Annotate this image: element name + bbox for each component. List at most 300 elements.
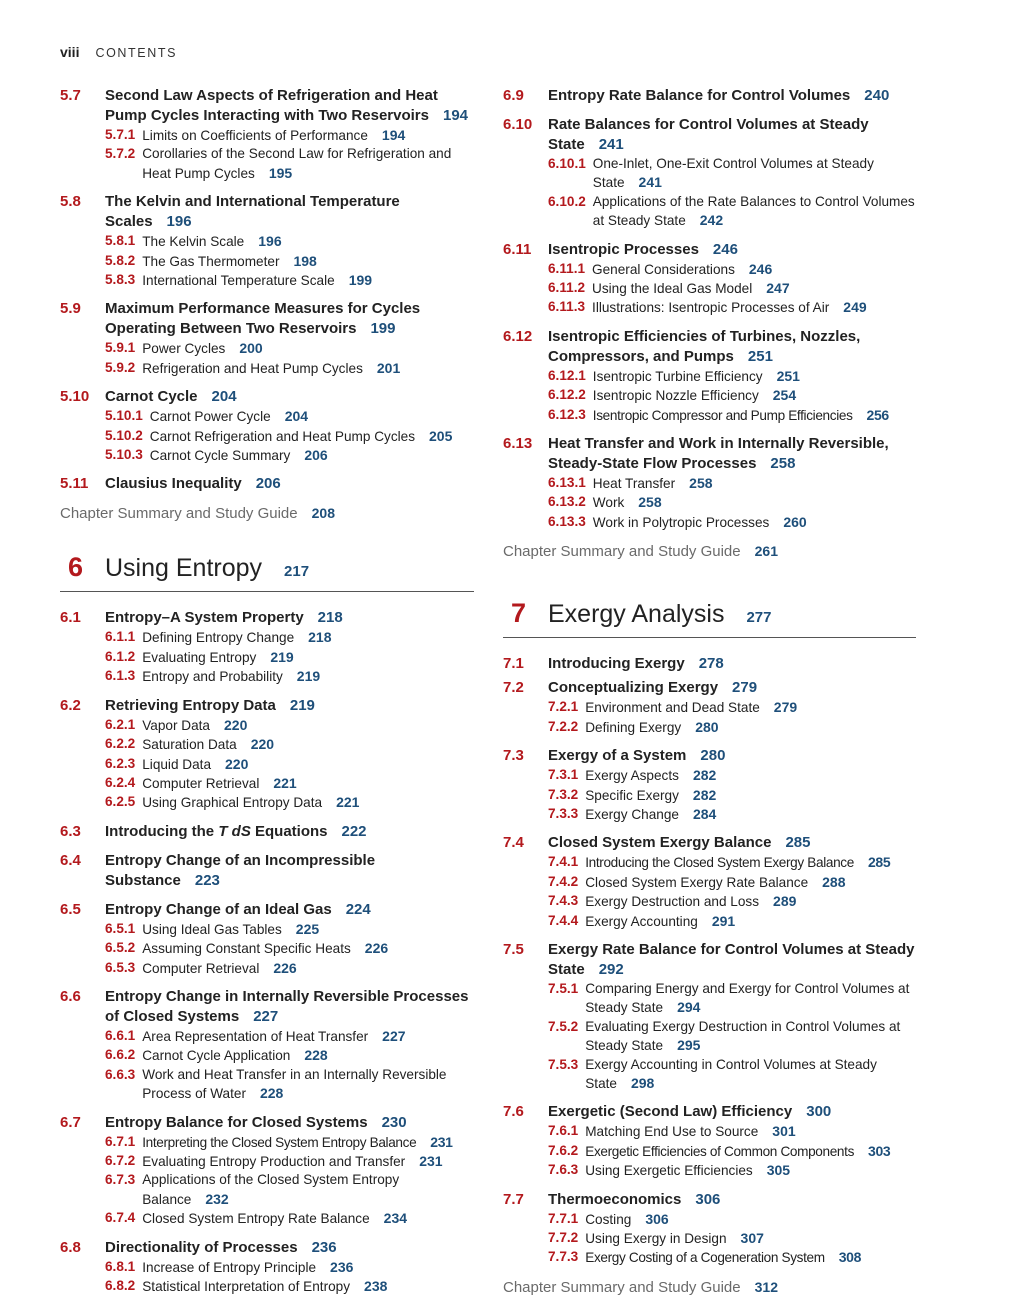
page-number: 232 — [205, 1190, 229, 1207]
page-number: 199 — [348, 272, 373, 289]
toc-subsection[interactable] — [548, 1018, 916, 1056]
page-number: 312 — [754, 1278, 778, 1295]
subsection-number: 6.2.1 — [105, 716, 136, 732]
summary-title: Chapter Summary and Study Guide — [503, 1278, 741, 1296]
toc-section[interactable] — [503, 327, 916, 367]
subsection-title: Liquid Data — [142, 756, 212, 772]
page-number: 282 — [692, 786, 717, 803]
toc-column-left — [60, 86, 474, 1296]
subsection-title: Power Cycles — [142, 341, 226, 357]
chapter-title: Using Entropy — [105, 554, 263, 583]
toc-section[interactable] — [503, 940, 916, 980]
page-number: 246 — [712, 240, 738, 258]
subsection-number: 5.8.3 — [105, 272, 136, 288]
section-title-part: Introducing the — [105, 822, 219, 840]
toc-section[interactable] — [503, 86, 916, 106]
subsection-title: Exergetic Efficiencies of Common Components — [585, 1143, 855, 1159]
section-number: 7.3 — [503, 747, 524, 765]
toc-section[interactable] — [503, 678, 916, 698]
subsection-number: 6.2.2 — [105, 736, 136, 752]
subsection-title: One-Inlet, One-Exit Control Volumes at Steady State — [592, 156, 874, 191]
toc-subsection[interactable] — [105, 145, 474, 183]
subsection-title: Evaluating Entropy Production and Transfer — [142, 1153, 406, 1169]
toc-subsection[interactable] — [548, 298, 916, 317]
subsection-number: 6.8.2 — [105, 1278, 136, 1293]
subsection-title: Evaluating Exergy Destruction in Control Volumes at Steady State — [585, 1018, 901, 1054]
page-number: 222 — [341, 822, 367, 840]
page-number: 220 — [225, 755, 249, 772]
subsection-title: Computer Retrieval — [142, 775, 260, 791]
page-number: 251 — [776, 367, 800, 384]
subsection-title: Matching End Use to Source — [585, 1124, 759, 1140]
page-number: 204 — [211, 388, 237, 406]
subsection-title: Interpreting the Closed System Entropy Balance — [142, 1134, 417, 1150]
subsection-number: 5.8.1 — [105, 233, 136, 249]
subsection-title: Refrigeration and Heat Pump Cycles — [142, 360, 363, 376]
page-number: 225 — [295, 920, 320, 937]
section-number: 5.7 — [60, 87, 81, 104]
section-title: Retrieving Entropy Data — [105, 696, 276, 714]
subsection-title: Using Exergy in Design — [585, 1231, 727, 1246]
page-number: 228 — [259, 1085, 284, 1102]
running-head — [60, 44, 177, 62]
subsection-title: Isentropic Compressor and Pump Efficiencies — [592, 407, 853, 423]
toc-subsection[interactable] — [548, 873, 916, 892]
section-number: 7.2 — [503, 679, 524, 697]
subsection-title: Exergy Accounting — [585, 913, 698, 929]
subsection-number: 7.6.1 — [548, 1123, 579, 1139]
page-number: 226 — [273, 959, 297, 976]
toc-subsection[interactable] — [105, 755, 474, 774]
page-number: 241 — [638, 174, 662, 191]
toc-subsection[interactable] — [105, 359, 474, 378]
subsection-number: 6.5.2 — [105, 940, 136, 956]
page-number: 278 — [698, 655, 724, 673]
subsection-title: Carnot Cycle Summary — [149, 448, 291, 464]
section-title-italic: T dS — [218, 822, 251, 840]
page-number: 198 — [293, 252, 317, 269]
subsection-number: 6.7.3 — [105, 1172, 136, 1188]
subsection-number: 7.3.2 — [548, 786, 579, 802]
section-number: 6.3 — [60, 822, 81, 840]
subsection-title: Computer Retrieval — [142, 960, 260, 976]
toc-subsection[interactable] — [105, 252, 474, 271]
section-number: 6.4 — [60, 851, 81, 869]
section-number: 5.9 — [60, 300, 81, 318]
page-number: 194 — [381, 127, 406, 143]
toc-subsection[interactable] — [548, 406, 916, 425]
page-number: 277 — [746, 609, 772, 627]
chapter-summary-entry[interactable] — [503, 1277, 916, 1298]
toc-subsection[interactable] — [105, 1209, 474, 1228]
chapter-heading[interactable] — [503, 598, 916, 638]
section-title: Entropy Balance for Closed Systems — [105, 1113, 368, 1131]
toc-subsection[interactable] — [548, 1210, 916, 1229]
subsection-number: 6.13.1 — [548, 475, 586, 491]
toc-subsection[interactable] — [105, 939, 474, 958]
toc-subsection[interactable] — [548, 1161, 916, 1180]
page-number: 240 — [864, 87, 890, 104]
subsection-number: 5.9.2 — [105, 359, 136, 375]
page-number: 288 — [822, 873, 846, 890]
subsection-number: 7.7.1 — [548, 1210, 579, 1226]
toc-subsection[interactable] — [548, 493, 916, 512]
page-number: 303 — [868, 1142, 891, 1159]
toc-subsection[interactable] — [105, 427, 474, 446]
subsection-number: 6.6.2 — [105, 1047, 136, 1063]
toc-subsection[interactable] — [105, 232, 474, 251]
section-title: Exergy of a System — [548, 747, 687, 765]
subsection-number: 6.7.4 — [105, 1210, 136, 1226]
section-title: Conceptualizing Exergy — [548, 679, 719, 697]
section-number: 6.13 — [503, 435, 533, 453]
subsection-title: Costing — [585, 1211, 632, 1227]
subsection-number: 5.9.1 — [105, 340, 136, 356]
subsection-number: 6.12.1 — [548, 367, 586, 383]
subsection-title: Carnot Power Cycle — [149, 409, 271, 425]
subsection-number: 7.4.4 — [548, 912, 579, 928]
subsection-number: 5.10.1 — [105, 408, 143, 424]
page-number: 224 — [345, 900, 371, 918]
toc-section[interactable] — [60, 608, 474, 628]
page-number: 306 — [645, 1210, 669, 1227]
section-number: 7.5 — [503, 940, 524, 958]
subsection-number: 7.3.1 — [548, 767, 579, 783]
subsection-title: Comparing Energy and Exergy for Control Volumes at Steady State — [585, 980, 910, 1016]
page-number: 251 — [747, 347, 773, 365]
subsection-number: 6.7.2 — [105, 1152, 136, 1168]
page-number: 228 — [304, 1047, 328, 1064]
toc-subsection[interactable] — [105, 959, 474, 978]
subsection-title: Using Exergetic Efficiencies — [585, 1163, 753, 1179]
subsection-title: Closed System Entropy Rate Balance — [142, 1211, 370, 1227]
subsection-title: Introducing the Closed System Exergy Balance — [585, 855, 854, 871]
page-number: 306 — [695, 1190, 721, 1208]
page-number: 230 — [381, 1113, 407, 1131]
toc-subsection[interactable] — [105, 793, 474, 812]
toc-section[interactable] — [503, 434, 916, 474]
page-number: 254 — [772, 387, 797, 404]
subsection-number: 7.4.3 — [548, 893, 579, 909]
section-title: Thermoeconomics — [548, 1190, 682, 1208]
toc-subsection[interactable] — [105, 667, 474, 686]
subsection-number: 7.2.2 — [548, 718, 579, 734]
toc-subsection[interactable] — [105, 1027, 474, 1046]
toc-subsection[interactable] — [105, 628, 474, 647]
page-number: 284 — [692, 805, 717, 822]
toc-subsection[interactable] — [548, 367, 916, 386]
section-title: The Kelvin and International Temperature Scales — [105, 193, 400, 231]
subsection-title: Using the Ideal Gas Model — [592, 281, 753, 297]
subsection-number: 6.13.3 — [548, 513, 586, 529]
chapter-number: 7 — [511, 598, 527, 629]
subsection-title: Exergy Aspects — [585, 768, 679, 784]
subsection-title: The Kelvin Scale — [142, 234, 245, 250]
subsection-number: 7.3.3 — [548, 805, 579, 821]
section-title: Closed System Exergy Balance — [548, 834, 772, 852]
toc-subsection[interactable] — [548, 1142, 916, 1161]
toc-subsection[interactable] — [105, 271, 474, 290]
section-title: Exergetic (Second Law) Efficiency — [548, 1103, 793, 1121]
page-number: 289 — [773, 893, 797, 910]
subsection-title: The Gas Thermometer — [142, 253, 280, 269]
toc-subsection[interactable] — [548, 698, 916, 717]
subsection-title: Statistical Interpretation of Entropy — [142, 1279, 351, 1294]
section-title: Directionality of Processes — [105, 1238, 298, 1256]
toc-subsection[interactable] — [548, 718, 916, 737]
toc-subsection[interactable] — [105, 735, 474, 754]
subsection-title: Area Representation of Heat Transfer — [142, 1028, 369, 1044]
toc-subsection[interactable] — [548, 155, 916, 193]
toc-section[interactable] — [503, 654, 916, 674]
subsection-number: 5.7.1 — [105, 127, 136, 142]
subsection-title: Exergy Destruction and Loss — [585, 894, 760, 910]
page-number: 236 — [330, 1258, 354, 1275]
subsection-number: 7.2.1 — [548, 699, 579, 715]
subsection-number: 7.6.3 — [548, 1162, 579, 1178]
page-number: 194 — [442, 107, 469, 124]
toc-subsection[interactable] — [548, 805, 916, 824]
section-number: 6.9 — [503, 87, 524, 104]
subsection-title: Using Graphical Entropy Data — [142, 795, 323, 811]
toc-section[interactable] — [503, 115, 916, 155]
page-number: 196 — [258, 233, 282, 250]
toc-section[interactable] — [60, 822, 474, 842]
subsection-number: 5.8.2 — [105, 252, 136, 268]
section-number: 6.12 — [503, 327, 533, 345]
page-number: 208 — [311, 505, 335, 522]
subsection-number: 6.13.2 — [548, 494, 586, 510]
subsection-title: Exergy Change — [585, 806, 679, 822]
section-number: 6.7 — [60, 1113, 81, 1131]
subsection-title: Corollaries of the Second Law for Refrigeration and Heat Pump Cycles — [142, 146, 452, 181]
toc-section[interactable] — [503, 833, 916, 853]
toc-section[interactable] — [60, 696, 474, 716]
toc-subsection[interactable] — [105, 1152, 474, 1171]
subsection-title: Closed System Exergy Rate Balance — [585, 874, 809, 890]
page-number: 258 — [770, 455, 796, 473]
section-title: Introducing Exergy — [548, 655, 685, 673]
toc-section[interactable] — [60, 1113, 474, 1133]
toc-subsection[interactable] — [548, 892, 916, 911]
page-number: 258 — [689, 475, 713, 492]
section-title-part: Equations — [250, 822, 328, 840]
toc-subsection[interactable] — [548, 279, 916, 298]
section-title: Exergy Rate Balance for Control Volumes at Steady State — [548, 940, 915, 978]
toc-subsection[interactable] — [548, 513, 916, 532]
toc-section[interactable] — [60, 299, 474, 339]
page-number: 231 — [430, 1133, 453, 1150]
page-number: 294 — [677, 999, 701, 1016]
page-number: 227 — [253, 1007, 279, 1025]
toc-section[interactable] — [60, 387, 474, 407]
section-title: Rate Balances for Control Volumes at Steady State — [548, 116, 869, 153]
page-folio: viii — [60, 44, 80, 60]
subsection-number: 6.11.3 — [548, 299, 586, 315]
subsection-number: 6.5.1 — [105, 920, 136, 936]
toc-subsection[interactable] — [105, 1046, 474, 1065]
subsection-title: Exergy Accounting in Control Volumes at Steady State — [585, 1056, 877, 1091]
summary-title: Chapter Summary and Study Guide — [60, 505, 298, 523]
page-number: 221 — [273, 774, 297, 791]
page-number: 298 — [630, 1074, 655, 1091]
page-number: 256 — [866, 406, 889, 423]
toc-section[interactable] — [503, 1190, 916, 1210]
subsection-number: 7.4.1 — [548, 854, 579, 870]
toc-section[interactable] — [60, 192, 474, 232]
toc-subsection[interactable] — [105, 774, 474, 793]
page-number: 301 — [772, 1123, 796, 1140]
subsection-number: 7.6.2 — [548, 1142, 579, 1158]
toc-subsection[interactable] — [548, 980, 916, 1018]
toc-subsection[interactable] — [548, 1122, 916, 1141]
page-number: 223 — [194, 871, 220, 889]
subsection-title: Carnot Cycle Application — [142, 1048, 291, 1064]
section-title: Entropy Change of an Incompressible Substance — [105, 851, 376, 889]
page-number: 246 — [748, 260, 773, 277]
toc-subsection[interactable] — [105, 446, 474, 465]
toc-section[interactable] — [60, 900, 474, 920]
toc-subsection[interactable] — [548, 766, 916, 785]
toc-subsection[interactable] — [105, 1171, 474, 1209]
chapter-summary-entry[interactable] — [503, 541, 916, 562]
subsection-title: Saturation Data — [142, 737, 237, 753]
subsection-number: 7.5.1 — [548, 980, 579, 996]
toc-subsection[interactable] — [548, 786, 916, 805]
toc-subsection[interactable] — [105, 407, 474, 426]
page-number: 285 — [785, 834, 811, 852]
page-number: 196 — [166, 213, 192, 231]
page-number: 227 — [382, 1027, 406, 1044]
subsection-title: Using Ideal Gas Tables — [142, 921, 282, 937]
subsection-number: 6.1.1 — [105, 629, 136, 645]
toc-subsection[interactable] — [105, 716, 474, 735]
subsection-title: Exergy Costing of a Cogeneration System — [585, 1250, 825, 1266]
page-number: 200 — [239, 340, 263, 357]
subsection-number: 6.7.1 — [105, 1133, 136, 1149]
section-number: 6.5 — [60, 900, 81, 918]
page-number: 218 — [317, 609, 343, 627]
running-title: CONTENTS — [95, 46, 178, 60]
subsection-number: 7.7.2 — [548, 1230, 579, 1245]
toc-subsection[interactable] — [105, 1258, 474, 1277]
toc-column-right — [503, 86, 916, 1298]
page-number: 305 — [766, 1162, 791, 1179]
section-number: 6.6 — [60, 987, 81, 1005]
section-title: Entropy Rate Balance for Control Volumes — [548, 87, 851, 104]
page-number: 205 — [429, 427, 453, 444]
subsection-number: 6.2.4 — [105, 774, 136, 790]
toc-section[interactable] — [60, 474, 474, 494]
toc-section[interactable] — [60, 851, 474, 891]
subsection-title: Defining Exergy — [585, 719, 682, 735]
subsection-number: 6.2.3 — [105, 755, 136, 771]
subsection-title: Assuming Constant Specific Heats — [142, 941, 351, 957]
toc-subsection[interactable] — [548, 1229, 916, 1248]
subsection-title: Carnot Refrigeration and Heat Pump Cycles — [149, 428, 416, 444]
subsection-title: Isentropic Turbine Efficiency — [592, 368, 763, 384]
toc-section[interactable] — [60, 86, 474, 126]
subsection-title: International Temperature Scale — [142, 273, 335, 289]
subsection-number: 6.1.2 — [105, 648, 136, 664]
page-number: 231 — [419, 1152, 443, 1169]
toc-subsection[interactable] — [548, 386, 916, 405]
page-number: 220 — [250, 736, 275, 753]
section-number: 5.11 — [60, 475, 89, 493]
toc-subsection[interactable] — [105, 1066, 474, 1104]
toc-subsection[interactable] — [548, 193, 916, 231]
section-number: 7.4 — [503, 834, 524, 852]
toc-subsection[interactable] — [548, 474, 916, 493]
toc-section[interactable] — [60, 1238, 474, 1258]
chapter-heading[interactable] — [60, 552, 474, 592]
chapter-summary-entry[interactable] — [60, 503, 474, 524]
section-title: Isentropic Efficiencies of Turbines, Nozzles, Compressors, and Pumps — [548, 327, 861, 365]
page-number: 280 — [700, 747, 726, 765]
toc-section[interactable] — [503, 1102, 916, 1122]
page-number: 258 — [638, 494, 662, 511]
subsection-number: 6.11.1 — [548, 260, 586, 276]
subsection-number: 6.6.3 — [105, 1066, 136, 1082]
toc-section[interactable] — [503, 240, 916, 260]
subsection-number: 7.7.3 — [548, 1249, 579, 1265]
subsection-title: Defining Entropy Change — [142, 630, 295, 646]
toc-subsection[interactable] — [548, 1056, 916, 1094]
section-title: Entropy Change in Internally Reversible Processes of Closed Systems — [105, 987, 469, 1025]
page-number: 218 — [308, 629, 332, 646]
toc-subsection[interactable] — [548, 260, 916, 279]
section-number: 6.8 — [60, 1238, 81, 1256]
page-number: 261 — [754, 543, 778, 560]
page-number: 292 — [598, 960, 624, 978]
subsection-number: 6.12.2 — [548, 387, 586, 403]
toc-subsection[interactable] — [548, 853, 916, 872]
toc-section[interactable] — [503, 746, 916, 766]
subsection-title: Vapor Data — [142, 717, 210, 733]
section-title: Heat Transfer and Work in Internally Reversible, Steady-State Flow Processes — [548, 435, 889, 473]
page-number: 219 — [270, 648, 294, 665]
page-number: 221 — [336, 794, 360, 811]
page-number: 295 — [677, 1037, 701, 1054]
subsection-title: Increase of Entropy Principle — [142, 1259, 317, 1275]
page-number: 285 — [867, 854, 891, 871]
section-number: 6.10 — [503, 116, 533, 133]
subsection-title: Limits on Coefficients of Performance — [142, 128, 368, 143]
chapter-title: Exergy Analysis — [548, 600, 725, 629]
chapter-number: 6 — [68, 552, 84, 583]
page-number: 201 — [376, 359, 401, 376]
toc-subsection[interactable] — [105, 648, 474, 667]
toc-section[interactable] — [60, 987, 474, 1027]
page-number: 260 — [783, 513, 807, 530]
subsection-title: Applications of the Closed System Entropy Balance — [142, 1172, 400, 1207]
toc-subsection[interactable] — [548, 1248, 916, 1267]
page-number: 249 — [843, 299, 867, 316]
toc-subsection[interactable] — [548, 912, 916, 931]
section-number: 6.11 — [503, 240, 532, 258]
section-number: 7.1 — [503, 655, 524, 673]
section-title: Entropy Change of an Ideal Gas — [105, 900, 332, 918]
toc-subsection[interactable] — [105, 339, 474, 358]
subsection-number: 7.5.3 — [548, 1056, 579, 1072]
toc-subsection[interactable] — [105, 126, 474, 145]
subsection-title: Evaluating Entropy — [142, 649, 257, 665]
toc-subsection[interactable] — [105, 920, 474, 939]
toc-subsection[interactable] — [105, 1277, 474, 1296]
subsection-number: 6.5.3 — [105, 959, 136, 975]
toc-subsection[interactable] — [105, 1133, 474, 1152]
subsection-number: 5.10.3 — [105, 447, 143, 463]
